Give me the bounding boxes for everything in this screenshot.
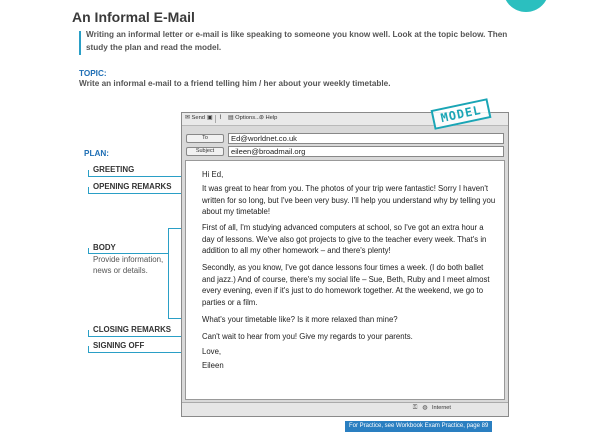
intro-text: Writing an informal letter or e-mail is like speaking to someone you know well. Look at the topic below. Then study the plan and read the model. [86, 30, 508, 52]
lock-icon: ⚿ [412, 405, 418, 411]
intro-accent-bar [79, 31, 81, 55]
email-paragraph-closing: Can't wait to hear from you! Give my regards to your parents. [202, 332, 413, 341]
plan-greeting: GREETING [93, 165, 135, 174]
status-text: Internet [432, 405, 451, 411]
email-paragraph-question: What's your timetable like? Is it more relaxed than mine? [202, 315, 398, 324]
plan-body: BODY [93, 243, 116, 252]
attach-icon[interactable]: ⌇ [219, 115, 222, 121]
greeting-connector [88, 176, 196, 177]
options-button[interactable]: ▤ Options... [228, 115, 260, 121]
save-icon[interactable]: ▣ [207, 115, 213, 121]
email-signature: Eileen [202, 361, 224, 370]
plan-heading: PLAN: [84, 149, 110, 158]
options-icon: ▤ [228, 115, 234, 121]
topic-heading: TOPIC: [79, 69, 107, 78]
plan-opening-remarks: OPENING REMARKS [93, 182, 172, 191]
email-paragraph-body-1: First of all, I'm studying advanced computers at school, so I've got an extra hour a day of lessons. We've also got projects to give to the teacher every week. That's in addition to all my other homework – and there's plenty! [202, 223, 487, 256]
subject-label-button[interactable]: Subject [186, 147, 224, 156]
plan-body-note-1: Provide information, [93, 255, 164, 264]
closing-connector [88, 336, 196, 337]
email-greeting: Hi Ed, [202, 170, 224, 179]
body-bracket [168, 228, 169, 318]
plan-closing-remarks: CLOSING REMARKS [93, 325, 172, 334]
plan-body-note-2: news or details. [93, 266, 148, 275]
plan-signing-off: SIGNING OFF [93, 341, 145, 350]
corner-decoration [503, 0, 549, 12]
signing-connector [88, 352, 196, 353]
page-title: An Informal E-Mail [72, 9, 195, 25]
email-paragraph-opening: It was great to hear from you. The photos of your trip were fantastic! Sorry I haven't written for so long, but I've been very busy. I'll help you understand why by telling you about my timetable! [202, 184, 496, 217]
send-button[interactable]: ✉ Send [185, 115, 206, 121]
model-stamp: MODEL [431, 98, 492, 130]
topic-text: Write an informal e-mail to a friend telling him / her about your weekly timetable. [79, 79, 391, 88]
to-label-button[interactable]: To [186, 134, 224, 143]
email-paragraph-body-2: Secondly, as you know, I've got dance lessons four times a week. (I do both ballet and jazz.) And of course, there's my social life – Sue, Beth, Ruby and I meet almost every evening, even if it's just to do homework together. At the weekend, we go to parties or a film. [202, 263, 490, 307]
opening-connector [88, 193, 196, 194]
email-signoff: Love, [202, 347, 222, 356]
toolbar-divider [215, 115, 216, 123]
to-field[interactable]: Ed@worldnet.co.uk [228, 133, 504, 144]
status-bar [182, 402, 508, 416]
send-icon: ✉ [185, 115, 190, 121]
subject-field[interactable]: eileen@broadmail.org [228, 146, 504, 157]
help-button[interactable]: ⊛ Help [259, 115, 278, 121]
practice-reference: For Practice, see Workbook Exam Practice, page 89 [345, 421, 492, 432]
globe-icon: ◍ [422, 405, 428, 411]
help-icon: ⊛ [259, 115, 264, 121]
